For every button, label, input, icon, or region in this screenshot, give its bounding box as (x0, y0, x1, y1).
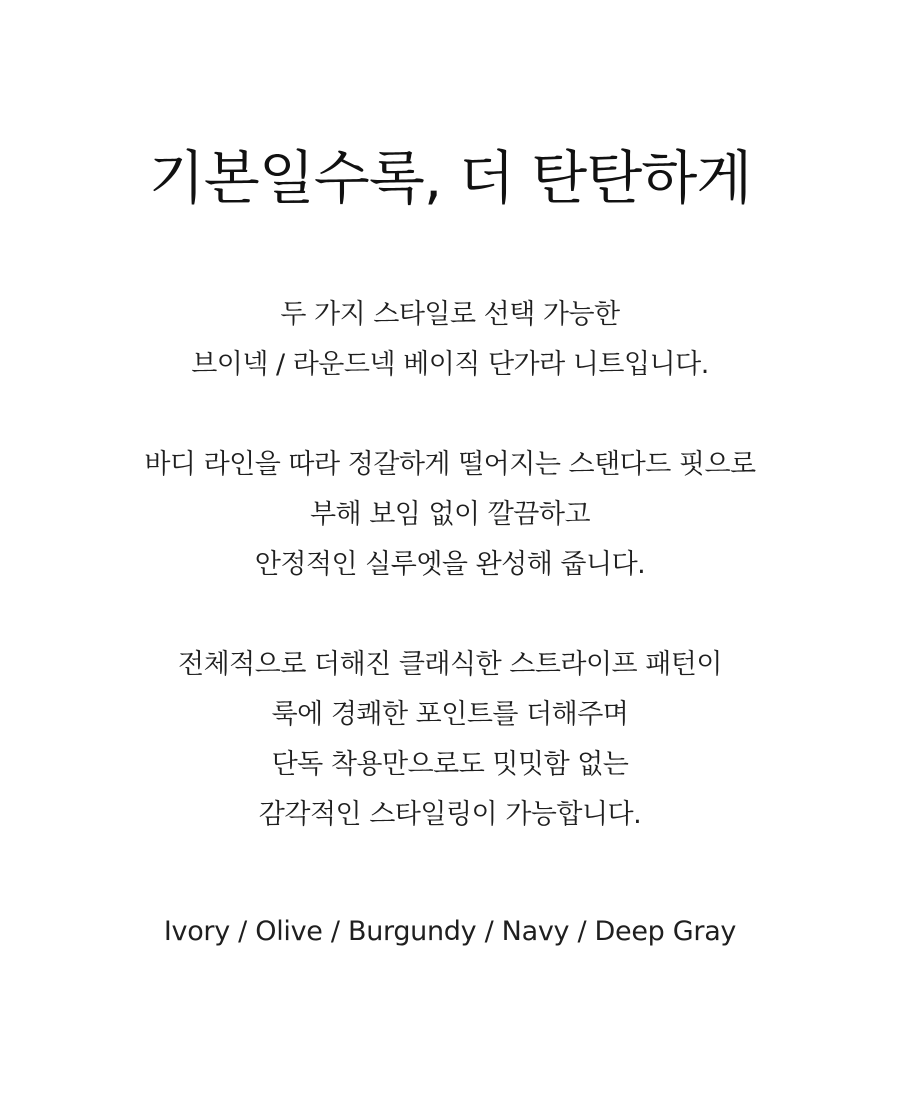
paragraph-pattern-description (0, 640, 900, 840)
headline: 기본일수록, 더 탄탄하게 (148, 144, 752, 212)
paragraph-line: 브이넥 / 라운드넥 베이직 단가라 니트입니다. (191, 349, 709, 380)
paragraph-line: 바디 라인을 따라 정갈하게 떨어지는 스탠다드 핏으로 (144, 449, 756, 480)
paragraph-line: 두 가지 스타일로 선택 가능한 (280, 299, 620, 330)
paragraph-fit-description (0, 440, 900, 590)
paragraph-line: 룩에 경쾌한 포인트를 더해주며 (271, 699, 629, 730)
paragraph-line: 전체적으로 더해진 클래식한 스트라이프 패턴이 (178, 649, 722, 680)
paragraph-style-options (0, 290, 900, 390)
paragraph-line: 단독 착용만으로도 밋밋함 없는 (271, 749, 629, 780)
color-options-line: Ivory / Olive / Burgundy / Navy / Deep Gray (163, 916, 737, 947)
paragraph-line: 감각적인 스타일링이 가능합니다. (258, 799, 642, 830)
paragraph-line: 부해 보임 없이 깔끔하고 (309, 499, 591, 530)
paragraph-line: 안정적인 실루엣을 완성해 줍니다. (254, 549, 646, 580)
